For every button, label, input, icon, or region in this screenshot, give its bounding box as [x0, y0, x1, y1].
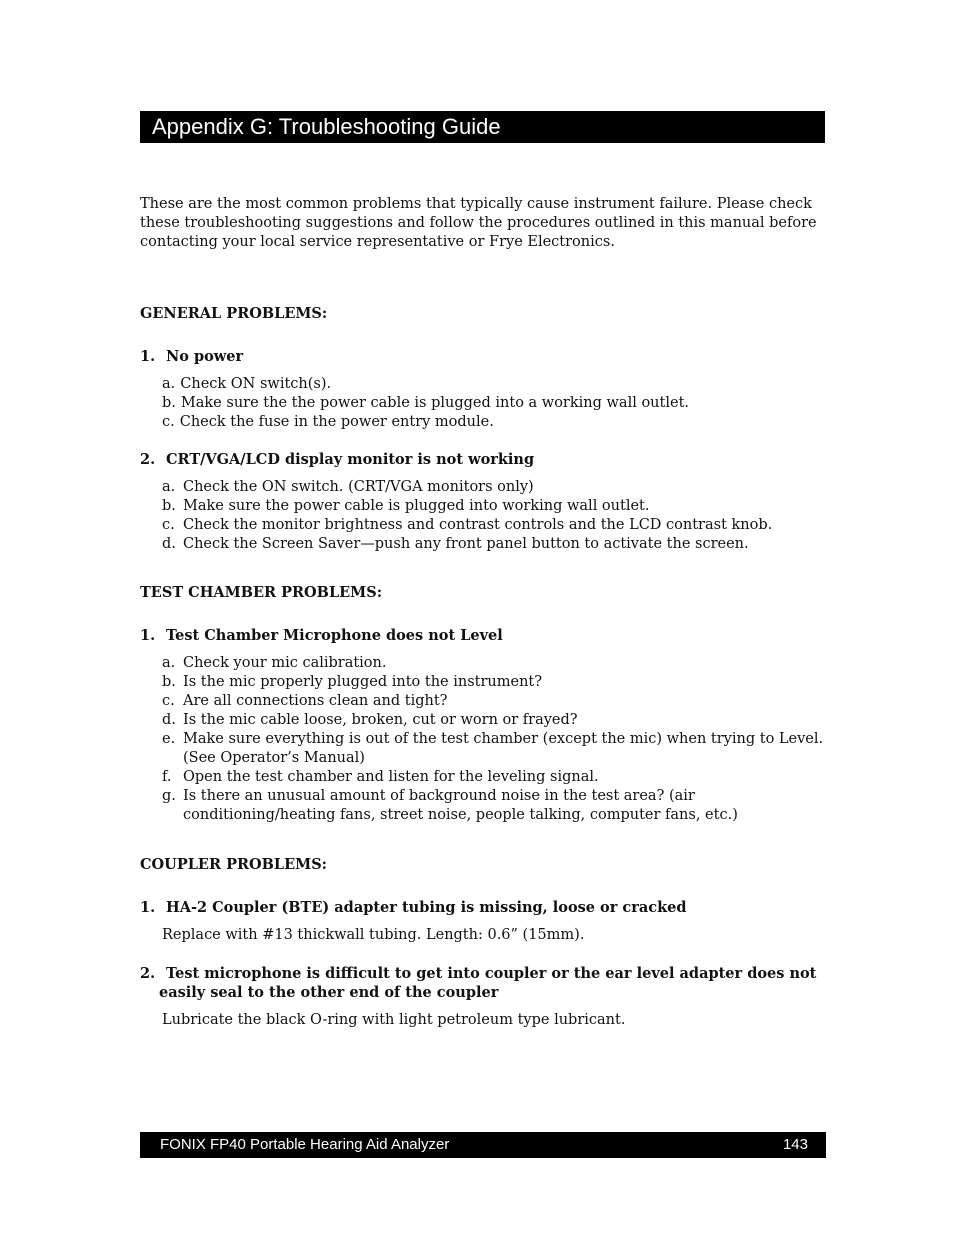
- problem-heading: [140, 450, 825, 469]
- item-label: g.: [162, 788, 176, 804]
- list-item: [162, 787, 825, 825]
- item-label: b.: [162, 674, 176, 690]
- problem-number: 2.: [140, 965, 156, 982]
- list-item: [162, 478, 825, 497]
- item-text: Make sure everything is out of the test chamber (except the mic) when trying to Level. (See Operator’s Manual): [183, 731, 824, 766]
- page-number: 143: [782, 1136, 808, 1153]
- problem-number: 2.: [140, 451, 156, 468]
- problem-heading: [140, 626, 825, 645]
- item-text: Check your mic calibration.: [183, 655, 387, 671]
- problem-heading: [140, 964, 825, 1002]
- problem-number: 1.: [140, 627, 156, 644]
- intro-paragraph: These are the most common problems that typically cause instrument failure. Please check these troubleshooting suggestions and follow the procedures outlined in this manual before contacting your local service representative or Frye Electronics.: [140, 196, 817, 250]
- list-item: [162, 711, 825, 730]
- item-label: b.: [162, 395, 176, 411]
- remedy-text: Replace with #13 thickwall tubing. Length: 0.6” (15mm).: [162, 927, 585, 943]
- item-text: Make sure the the power cable is plugged into a working wall outlet.: [180, 395, 690, 411]
- list-item: [162, 692, 825, 711]
- footer-product-name: FONIX FP40 Portable Hearing Aid Analyzer: [160, 1136, 450, 1153]
- item-text: Check the monitor brightness and contrast controls and the LCD contrast knob.: [183, 517, 773, 533]
- problem-heading: [140, 347, 825, 366]
- item-label: a.: [162, 655, 176, 671]
- remedy-text: Lubricate the black O-ring with light petroleum type lubricant.: [162, 1012, 626, 1028]
- page-content: [140, 195, 825, 1030]
- problem-title: HA-2 Coupler (BTE) adapter tubing is missing, loose or cracked: [166, 899, 687, 916]
- item-label: d.: [162, 536, 176, 552]
- item-text: Are all connections clean and tight?: [183, 693, 448, 709]
- problem-steps: [140, 654, 825, 825]
- list-item: [162, 654, 825, 673]
- item-text: Open the test chamber and listen for the leveling signal.: [183, 769, 599, 785]
- problem-number: 1.: [140, 899, 156, 916]
- list-item: [162, 497, 825, 516]
- item-label: e.: [162, 731, 176, 747]
- item-text: Check the ON switch. (CRT/VGA monitors only): [183, 479, 534, 495]
- item-label: a.: [162, 376, 176, 392]
- page-title: Appendix G: Troubleshooting Guide: [140, 111, 825, 143]
- list-item: [162, 535, 825, 554]
- list-item: [162, 394, 825, 413]
- problem-title: Test microphone is difficult to get into coupler or the ear level adapter does not easily seal to the other end of the coupler: [159, 965, 817, 1001]
- list-item: [162, 768, 825, 787]
- item-label: b.: [162, 498, 176, 514]
- section-heading-test-chamber: TEST CHAMBER PROBLEMS:: [140, 584, 383, 601]
- item-label: a.: [162, 479, 176, 495]
- item-text: Check ON switch(s).: [180, 376, 332, 392]
- item-label: c.: [162, 517, 175, 533]
- problem-steps: [140, 375, 825, 432]
- list-item: [162, 673, 825, 692]
- list-item: [162, 730, 825, 768]
- page-footer: [140, 1132, 826, 1158]
- problem-steps: [140, 478, 825, 554]
- section-heading-coupler: COUPLER PROBLEMS:: [140, 856, 328, 873]
- list-item: [162, 516, 825, 535]
- item-text: Make sure the power cable is plugged into working wall outlet.: [183, 498, 650, 514]
- item-text: Check the fuse in the power entry module.: [179, 414, 494, 430]
- problem-title: CRT/VGA/LCD display monitor is not working: [166, 451, 535, 468]
- item-text: Is the mic cable loose, broken, cut or worn or frayed?: [183, 712, 578, 728]
- item-text: Is the mic properly plugged into the instrument?: [183, 674, 543, 690]
- item-label: d.: [162, 712, 176, 728]
- section-heading-general: GENERAL PROBLEMS:: [140, 305, 328, 322]
- item-label: f.: [162, 769, 172, 785]
- problem-title: No power: [166, 348, 244, 365]
- item-text: Check the Screen Saver—push any front panel button to activate the screen.: [183, 536, 749, 552]
- problem-number: 1.: [140, 348, 156, 365]
- item-label: c.: [162, 414, 175, 430]
- list-item: [162, 413, 825, 432]
- list-item: [162, 375, 825, 394]
- item-label: c.: [162, 693, 175, 709]
- item-text: Is there an unusual amount of background noise in the test area? (air conditioning/heating fans, street noise, people talking, computer fans, etc.): [183, 788, 738, 823]
- problem-heading: [140, 898, 825, 917]
- problem-title: Test Chamber Microphone does not Level: [166, 627, 503, 644]
